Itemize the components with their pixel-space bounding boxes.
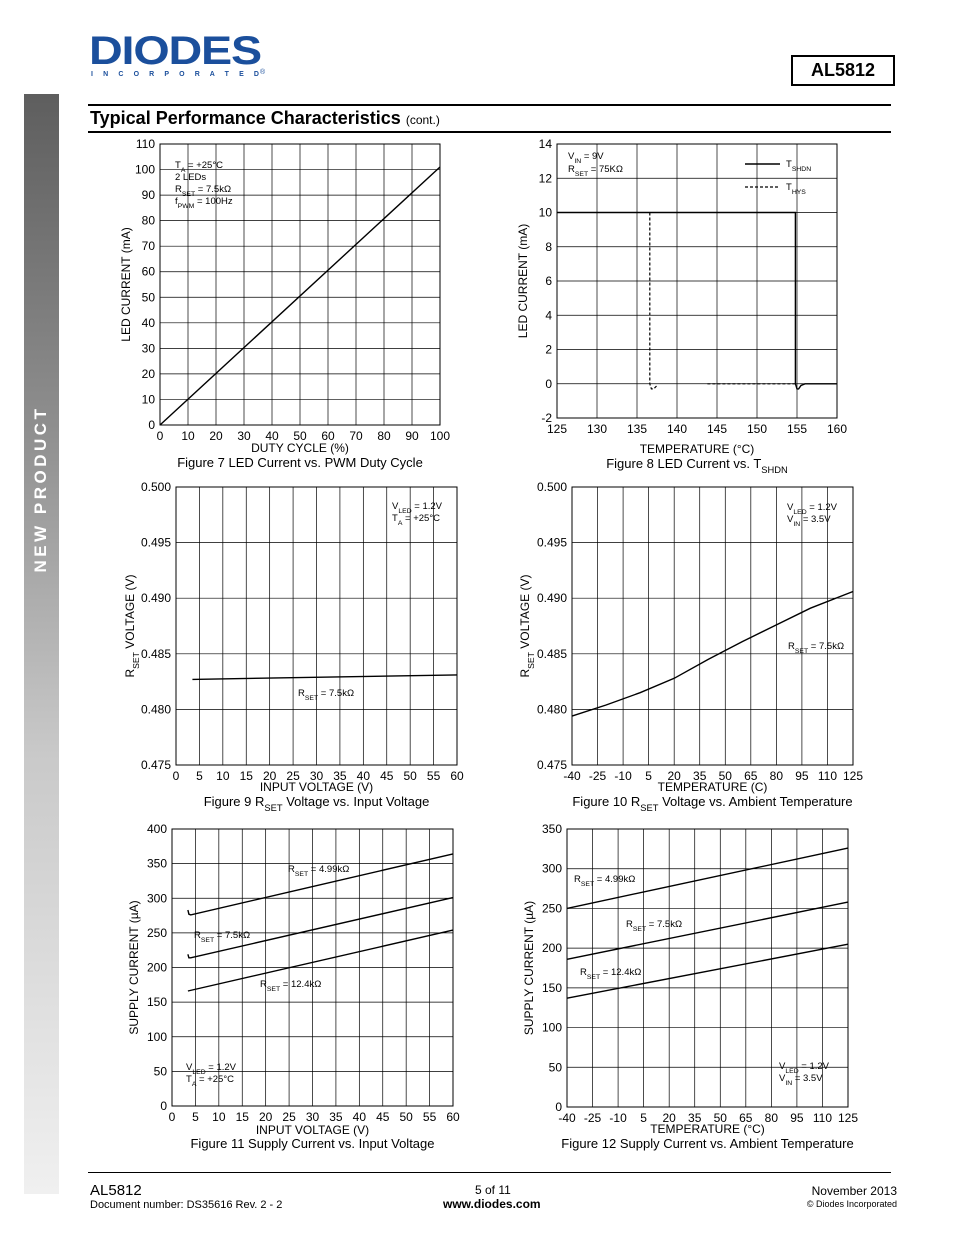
footer-document-number: Document number: DS35616 Rev. 2 - 2 <box>90 1199 283 1211</box>
x-tick-label: 5 <box>192 1110 199 1124</box>
figure-caption: Figure 9 $R_{SET}$ Voltage vs. Input Voltage <box>203 794 430 813</box>
x-tick-label: 80 <box>769 769 784 783</box>
condition-annotation: $T_A = +25^\circ C$ <box>175 160 223 174</box>
y-tick-label: 6 <box>545 274 552 288</box>
y-tick-label: 8 <box>545 239 552 254</box>
condition-annotation: $T_A = +25^\circ C$ <box>186 1074 234 1088</box>
legend-entry: $T_{HYS}$ <box>786 182 806 196</box>
x-axis-label: TEMPERATURE (°C) <box>650 1122 765 1136</box>
diodes-logo <box>88 30 268 80</box>
x-axis-label: INPUT VOLTAGE (V) <box>255 1123 370 1137</box>
y-tick-label: 4 <box>545 308 552 323</box>
x-tick-label: -40 <box>558 1111 576 1125</box>
x-tick-label: 35 <box>693 769 707 783</box>
x-tick-label: 125 <box>837 1111 859 1125</box>
x-tick-label: -10 <box>609 1111 627 1125</box>
x-tick-label: 45 <box>376 1110 390 1124</box>
y-tick-label: 350 <box>541 822 562 836</box>
y-axis-label: LED CURRENT (mA) <box>516 223 530 339</box>
condition-annotation: $R_{SET} = 7.5k\Omega$ <box>175 184 232 198</box>
y-tick-label: 250 <box>146 925 167 940</box>
x-axis-label: TEMPERATURE (°C) <box>639 442 755 456</box>
x-tick-label: 35 <box>329 1110 343 1124</box>
condition-annotation: $T_A = +25^\circ C$ <box>392 513 440 527</box>
chart-fig11 <box>110 820 470 1155</box>
y-tick-label: 0.490 <box>140 591 171 606</box>
chart-fig8 <box>505 138 860 478</box>
section-title-text: Typical Performance Characteristics <box>90 108 401 128</box>
x-tick-label: 40 <box>356 769 371 783</box>
x-tick-label: 20 <box>667 769 681 783</box>
x-tick-label: 60 <box>450 769 464 783</box>
y-tick-label: 0.495 <box>536 535 567 550</box>
x-axis-label: TEMPERATURE (C) <box>657 780 768 794</box>
x-tick-label: 50 <box>399 1110 413 1124</box>
figure-caption: Figure 10 $R_{SET}$ Voltage vs. Ambient Temperature <box>572 794 853 813</box>
x-tick-label: 15 <box>235 1110 249 1124</box>
legend-entry: $T_{SHDN}$ <box>786 159 812 173</box>
x-tick-label: 10 <box>216 769 230 783</box>
figure-caption: Figure 12 Supply Current vs. Ambient Temperature <box>561 1136 854 1151</box>
y-tick-label: 50 <box>141 290 155 305</box>
y-tick-label: 200 <box>541 941 562 956</box>
x-tick-label: 110 <box>812 1111 833 1125</box>
y-tick-label: 80 <box>141 213 155 228</box>
x-tick-label: 20 <box>662 1111 676 1125</box>
figure-caption: Figure 7 LED Current vs. PWM Duty Cycle <box>177 455 423 470</box>
y-tick-label: 70 <box>141 239 155 254</box>
x-tick-label: 70 <box>349 429 363 443</box>
x-tick-label: 55 <box>422 1110 437 1124</box>
title-rule <box>88 131 891 133</box>
series-annotation: $R_{SET} = 7.5k\Omega$ <box>626 919 683 933</box>
x-tick-label: 135 <box>626 422 648 436</box>
x-tick-label: 80 <box>764 1111 779 1125</box>
y-tick-label: 0 <box>555 1100 562 1114</box>
x-tick-label: 0 <box>172 769 180 783</box>
y-axis-label: $R_{SET}$ VOLTAGE (V) <box>123 574 141 678</box>
y-tick-label: 2 <box>545 342 552 357</box>
series-line <box>650 213 657 389</box>
x-tick-label: 0 <box>156 429 164 443</box>
x-tick-label: 40 <box>352 1110 367 1124</box>
series-annotation: $R_{SET} = 4.99k\Omega$ <box>288 864 350 878</box>
footer-rule <box>88 1172 891 1173</box>
chart-fig12 <box>505 820 865 1155</box>
x-axis-label: INPUT VOLTAGE (V) <box>259 780 374 794</box>
y-tick-label: 150 <box>146 995 167 1010</box>
x-tick-label: -25 <box>583 1111 602 1125</box>
x-tick-label: 5 <box>645 769 652 783</box>
footer-copyright: © Diodes Incorporated <box>806 1199 897 1209</box>
y-axis-label: $R_{SET}$ VOLTAGE (V) <box>518 574 536 678</box>
x-tick-label: 20 <box>258 1110 273 1124</box>
y-tick-label: 0.475 <box>536 758 567 772</box>
y-tick-label: 90 <box>141 188 155 203</box>
y-tick-label: 150 <box>541 980 562 995</box>
series-annotation: $R_{SET} = 12.4k\Omega$ <box>580 967 642 981</box>
condition-annotation: $f_{PWM} = 100Hz$ <box>175 196 233 210</box>
y-tick-label: -2 <box>541 411 552 425</box>
y-tick-label: 300 <box>146 891 167 906</box>
series-annotation: $R_{SET} = 7.5k\Omega$ <box>788 641 845 655</box>
x-tick-label: 30 <box>305 1110 320 1124</box>
x-tick-label: 60 <box>446 1110 460 1124</box>
x-tick-label: 15 <box>239 769 253 783</box>
logo-wordmark: DIODES <box>89 30 262 73</box>
x-tick-label: 50 <box>403 769 417 783</box>
x-tick-label: 125 <box>842 769 864 783</box>
footer-part-number: AL5812 <box>90 1182 142 1199</box>
logo-subtext: I N C O R P O R A T E D <box>91 71 259 78</box>
series-line <box>557 213 837 389</box>
x-tick-label: 95 <box>795 769 809 783</box>
y-tick-label: 0 <box>148 418 155 432</box>
x-tick-label: -40 <box>563 769 581 783</box>
header-rule <box>88 104 891 106</box>
x-tick-label: 110 <box>817 769 838 783</box>
y-tick-label: 250 <box>541 901 562 916</box>
x-tick-label: 20 <box>209 429 223 443</box>
x-tick-label: 65 <box>744 769 758 783</box>
x-tick-label: 30 <box>309 769 324 783</box>
y-tick-label: 60 <box>141 264 155 279</box>
y-tick-label: 20 <box>141 366 155 381</box>
x-tick-label: 35 <box>333 769 347 783</box>
y-tick-label: 200 <box>146 960 167 975</box>
x-tick-label: 80 <box>377 429 391 443</box>
y-tick-label: 0.485 <box>536 646 567 661</box>
y-tick-label: 0.500 <box>140 480 171 494</box>
y-axis-label: SUPPLY CURRENT (µA) <box>522 900 536 1036</box>
figure-caption: Figure 11 Supply Current vs. Input Voltage <box>190 1136 435 1151</box>
y-tick-label: 400 <box>146 822 167 836</box>
figure-caption: Figure 8 LED Current vs. $T_{SHDN}$ <box>606 456 788 475</box>
series-annotation: $R_{SET} = 7.5k\Omega$ <box>194 930 251 944</box>
condition-annotation: $V_{IN} = 9V$ <box>568 151 604 165</box>
x-tick-label: 150 <box>746 422 768 436</box>
series-line <box>567 902 848 959</box>
y-tick-label: 110 <box>135 137 155 151</box>
y-tick-label: 100 <box>146 1029 167 1044</box>
x-tick-label: 50 <box>713 1111 727 1125</box>
y-tick-label: 50 <box>153 1064 167 1079</box>
x-tick-label: 45 <box>380 769 394 783</box>
section-title <box>90 108 440 129</box>
x-tick-label: -25 <box>588 769 607 783</box>
series-annotation: $R_{SET} = 7.5k\Omega$ <box>298 688 355 702</box>
x-tick-label: 25 <box>286 769 300 783</box>
y-axis-label: LED CURRENT (mA) <box>119 227 133 342</box>
x-tick-label: 50 <box>293 429 307 443</box>
y-tick-label: 0 <box>545 376 552 391</box>
y-axis-label: SUPPLY CURRENT (µA) <box>127 900 141 1035</box>
x-tick-label: 20 <box>262 769 277 783</box>
x-tick-label: 60 <box>321 429 335 443</box>
x-tick-label: 65 <box>739 1111 753 1125</box>
x-tick-label: 0 <box>168 1110 176 1124</box>
y-tick-label: 0.490 <box>536 591 567 606</box>
logo-registered-mark: ® <box>260 69 266 76</box>
y-tick-label: 0.475 <box>140 758 171 772</box>
section-title-cont: (cont.) <box>405 113 440 127</box>
x-tick-label: 25 <box>282 1110 296 1124</box>
x-axis-label: DUTY CYCLE (%) <box>251 441 349 455</box>
condition-annotation: 2 LEDs <box>175 172 207 183</box>
x-tick-label: -10 <box>614 769 632 783</box>
footer-date: November 2013 <box>811 1184 897 1198</box>
x-tick-label: 5 <box>640 1111 647 1125</box>
series-annotation: $R_{SET} = 4.99k\Omega$ <box>574 874 636 888</box>
x-tick-label: 90 <box>405 429 419 443</box>
y-tick-label: 0.480 <box>536 702 567 717</box>
y-tick-label: 40 <box>141 315 155 330</box>
x-tick-label: 40 <box>265 429 279 443</box>
y-tick-label: 0.495 <box>140 535 171 550</box>
x-tick-label: 145 <box>706 422 728 436</box>
x-tick-label: 10 <box>181 429 195 443</box>
y-tick-label: 30 <box>141 341 155 356</box>
y-tick-label: 10 <box>538 205 552 220</box>
condition-annotation: $V_{IN} = 3.5V$ <box>779 1073 823 1087</box>
y-tick-label: 0.500 <box>536 480 567 494</box>
x-tick-label: 140 <box>666 422 688 436</box>
x-tick-label: 160 <box>826 422 848 436</box>
series-annotation: $R_{SET} = 12.4k\Omega$ <box>260 979 322 993</box>
plot-border <box>572 487 853 765</box>
chart-fig9 <box>110 478 470 816</box>
y-tick-label: 100 <box>134 162 155 177</box>
y-tick-label: 300 <box>541 861 562 876</box>
y-tick-label: 0.485 <box>140 646 171 661</box>
condition-annotation: $V_{LED} = 1.2V$ <box>779 1061 830 1075</box>
y-tick-label: 0 <box>160 1099 167 1113</box>
footer-page-number: 5 of 11 <box>475 1183 511 1197</box>
condition-annotation: $R_{SET} = 75K\Omega$ <box>568 164 623 178</box>
y-tick-label: 100 <box>541 1020 562 1035</box>
y-tick-label: 10 <box>141 392 155 407</box>
x-tick-label: 35 <box>688 1111 702 1125</box>
part-number-box: AL5812 <box>791 55 895 86</box>
condition-annotation: $V_{LED} = 1.2V$ <box>787 502 838 516</box>
sidebar-banner <box>24 94 59 1194</box>
y-tick-label: 0.480 <box>140 702 171 717</box>
y-tick-label: 350 <box>146 856 167 871</box>
x-tick-label: 10 <box>212 1110 226 1124</box>
x-tick-label: 30 <box>237 429 251 443</box>
x-tick-label: 125 <box>546 422 568 436</box>
x-tick-label: 5 <box>196 769 203 783</box>
condition-annotation: $V_{LED} = 1.2V$ <box>392 501 443 515</box>
x-tick-label: 155 <box>786 422 808 436</box>
chart-fig10 <box>505 478 865 816</box>
footer-website-link[interactable]: www.diodes.com <box>443 1197 541 1211</box>
condition-annotation: $V_{IN} = 3.5V$ <box>787 514 831 528</box>
x-tick-label: 130 <box>586 422 608 436</box>
x-tick-label: 100 <box>429 429 451 443</box>
x-tick-label: 95 <box>790 1111 804 1125</box>
chart-fig7 <box>90 138 465 473</box>
y-tick-label: 50 <box>548 1060 562 1075</box>
x-tick-label: 50 <box>718 769 732 783</box>
x-tick-label: 55 <box>426 769 441 783</box>
y-tick-label: 14 <box>538 137 552 151</box>
sidebar-banner-text: NEW PRODUCT <box>31 405 50 573</box>
y-tick-label: 12 <box>538 171 552 186</box>
series-line <box>192 675 457 680</box>
condition-annotation: $V_{LED} = 1.2V$ <box>186 1062 237 1076</box>
